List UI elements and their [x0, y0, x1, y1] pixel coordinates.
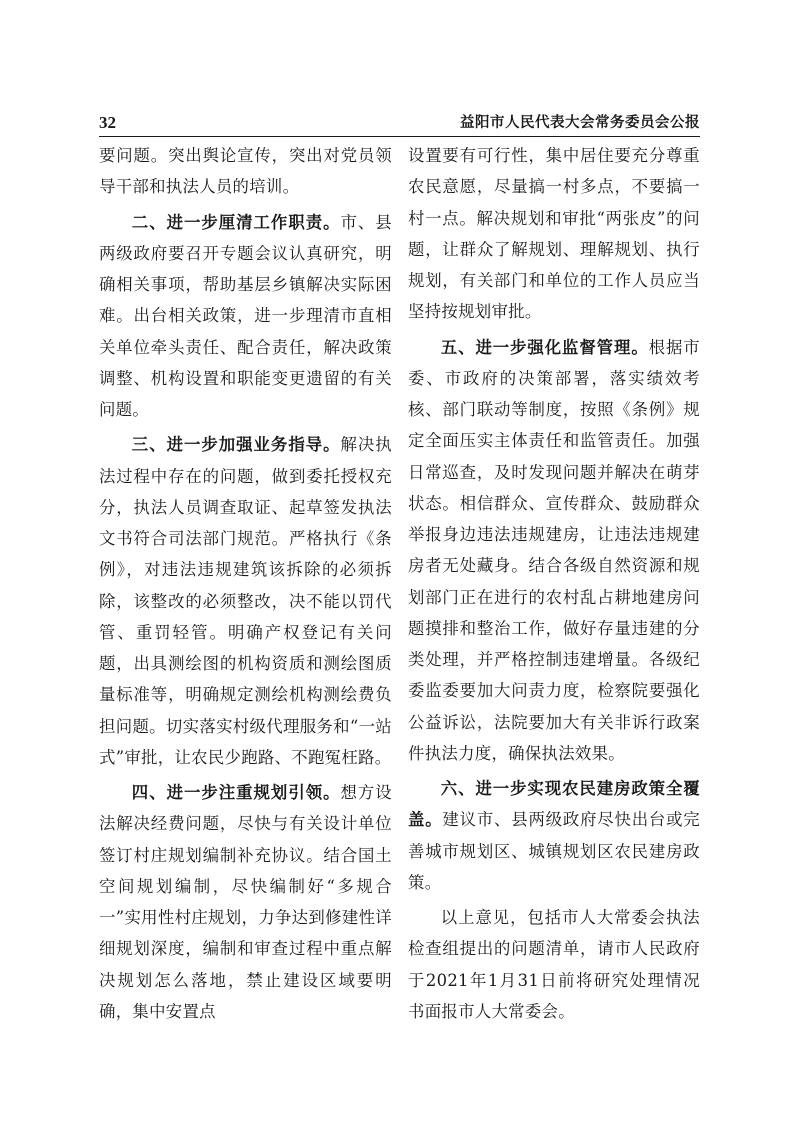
- section-six-heading: 六、进一步实现农民建房政策全覆盖。: [408, 779, 700, 830]
- section-four-heading: 四、进一步注重规划引领。: [131, 783, 341, 802]
- section-two-body: 市、县两级政府要召开专题会议认真研究，明确相关事项，帮助基层乡镇解决实际困难。出台相关政策，进一步理清市直相关单位牵头责任、配合责任，解决政策调整、机构设置和职能变更遗留的有关问题。: [99, 212, 392, 419]
- section-four-body: 想方设法解决经费问题，尽快与有关设计单位签订村庄规划编制补充协议。结合国土空间规划编制，尽快编制好“多规合一”实用性村庄规划，力争达到修建性详细规划深度，编制和审查过程中重点解决规划怎么落地，禁止建设区域要明确，集中安置点: [99, 783, 392, 1021]
- section-three-body: 解决执法过程中存在的问题，做到委托授权充分，执法人员调查取证、起草签发执法文书符合司法部门规范。严格执行《条例》，对违法违规建筑该拆除的必须拆除，该整改的必须整改，决不能以罚代管、重罚轻管。明确产权登记有关问题，出具测绘图的机构资质和测绘图质量标准等，明确规定测绘机构测绘费负担问题。切实落实村级代理服务和“一站式”审批，让农民少跑路、不跑冤枉路。: [99, 435, 392, 767]
- section-two-heading: 二、进一步厘清工作职责。: [131, 212, 341, 232]
- page-number: 32: [99, 113, 116, 132]
- section-four-continued: 设置要有可行性，集中居住要充分尊重农民意愿，尽量搞一村多点，不要搞一村一点。解决规划和审批“两张皮”的问题，让群众了解规划、理解规划、执行规划，有关部门和单位的工作人员应当坚持按规划审批。: [408, 146, 700, 322]
- section-five-body: 根据市委、市政府的决策部署，落实绩效考核、部门联动等制度，按照《条例》规定全面压实主体责任和监管责任。加强日常巡查，及时发现问题并解决在萌芽状态。相信群众、宣传群众、鼓励群众举报身边违法违规建房，让违法违规建房者无处藏身。结合各级自然资源和规划部门正在进行的农村乱占耕地建房问题摸排和整治工作，做好存量违建的分类处理，并严格控制违建增量。各级纪委监委要加大问责力度，检察院要强化公益诉讼，法院要加大有关非诉行政案件执法力度，确保执法效果。: [408, 337, 700, 763]
- journal-title: 益阳市人民代表大会常务委员会公报: [460, 114, 700, 131]
- page-header: [99, 110, 700, 136]
- section-six-body: 建议市、县两级政府尽快出台或完善城市规划区、城镇规划区农民建房政策。: [408, 810, 700, 892]
- closing-paragraph: 以上意见，包括市人大常委会执法检查组提出的问题清单，请市人民政府于2021年1月31日前将研究处理情况书面报市人大常委会。: [408, 908, 700, 1021]
- section-three-paragraph: [99, 429, 392, 773]
- left-column: [99, 140, 392, 1027]
- continued-paragraph: 要问题。突出舆论宣传，突出对党员领导干部和执法人员的培训。: [99, 146, 392, 197]
- right-column: [408, 140, 700, 1027]
- header-rule: [99, 136, 700, 137]
- section-three-heading: 三、进一步加强业务指导。: [131, 435, 341, 455]
- section-four-paragraph: [99, 777, 392, 1027]
- section-five-heading: 五、进一步强化监督管理。: [440, 337, 649, 357]
- section-two-paragraph: [99, 207, 392, 426]
- section-five-paragraph: [408, 332, 700, 770]
- section-six-paragraph: [408, 773, 700, 898]
